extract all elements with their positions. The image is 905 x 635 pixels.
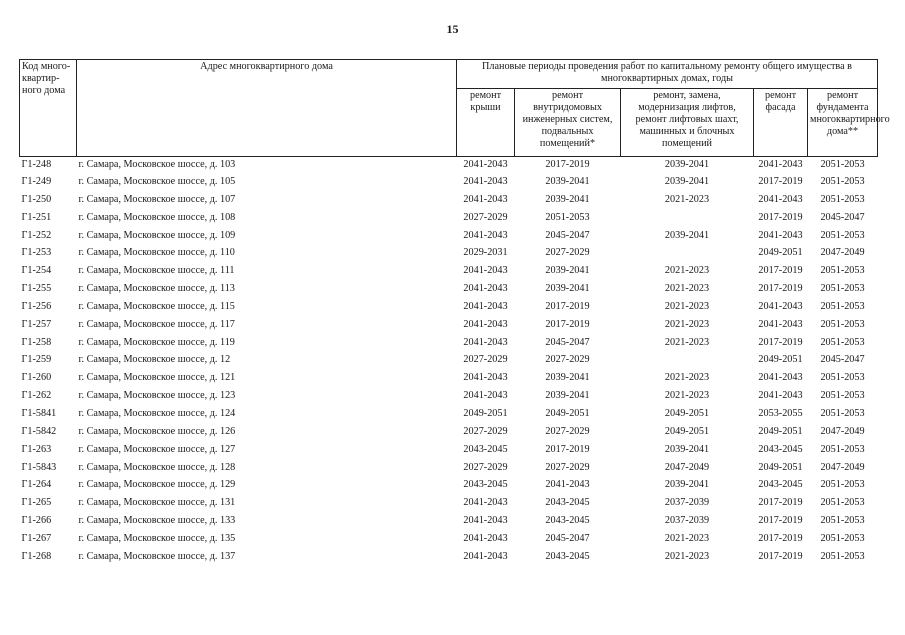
table-row <box>20 441 878 459</box>
cell-code: Г1-262 <box>21 390 52 402</box>
cell-elevators: 2021-2023 <box>664 532 710 544</box>
cell-engineering: 2017-2019 <box>545 159 590 170</box>
cell-roof: 2027-2029 <box>463 211 508 223</box>
cell-facade: 2017-2019 <box>758 336 803 348</box>
cell-roof: 2041-2043 <box>463 300 508 312</box>
cell-facade: 2043-2045 <box>758 479 803 491</box>
cell-foundation: 2047-2049 <box>820 461 865 473</box>
cell-roof: 2029-2031 <box>463 247 508 259</box>
cell-engineering: 2039-2041 <box>545 193 590 205</box>
cell-engineering: 2045-2047 <box>545 336 590 348</box>
cell-elevators: 2021-2023 <box>664 318 710 330</box>
cell-facade: 2041-2043 <box>758 318 803 330</box>
cell-address: г. Самара, Московское шоссе, д. 105 <box>78 176 236 187</box>
cell-code: Г1-255 <box>21 283 52 295</box>
cell-facade: 2017-2019 <box>758 211 803 223</box>
cell-roof: 2049-2051 <box>463 407 508 419</box>
table-row <box>20 369 878 387</box>
cell-roof: 2041-2043 <box>463 318 508 330</box>
table-row <box>20 459 878 477</box>
cell-address: г. Самара, Московское шоссе, д. 115 <box>78 300 235 312</box>
cell-code: Г1-258 <box>21 336 52 348</box>
cell-address: г. Самара, Московское шоссе, д. 137 <box>78 550 236 562</box>
cell-foundation: 2051-2053 <box>820 497 865 509</box>
cell-engineering: 2017-2019 <box>545 318 590 330</box>
cell-foundation: 2051-2053 <box>820 550 865 562</box>
cell-foundation: 2051-2053 <box>820 176 865 187</box>
cell-code: Г1-5842 <box>21 425 57 437</box>
cell-roof: 2027-2029 <box>463 354 508 366</box>
cell-code: Г1-248 <box>21 159 52 170</box>
cell-code: Г1-265 <box>21 497 52 509</box>
table-row <box>20 512 878 530</box>
cell-foundation: 2051-2053 <box>820 318 865 330</box>
table-row <box>20 405 878 423</box>
cell-facade: 2017-2019 <box>758 497 803 509</box>
cell-elevators: 2021-2023 <box>664 300 710 312</box>
table-row <box>20 298 878 316</box>
cell-roof: 2041-2043 <box>463 497 508 509</box>
cell-facade: 2049-2051 <box>758 354 803 366</box>
cell-facade: 2017-2019 <box>758 283 803 295</box>
cell-facade: 2041-2043 <box>758 229 803 241</box>
table-row <box>20 209 878 227</box>
cell-elevators: 2021-2023 <box>664 550 710 562</box>
cell-foundation: 2051-2053 <box>820 193 865 205</box>
cell-roof: 2041-2043 <box>463 283 508 295</box>
cell-roof: 2041-2043 <box>463 532 508 544</box>
cell-elevators: 2039-2041 <box>664 479 710 491</box>
cell-elevators: 2039-2041 <box>664 176 710 187</box>
cell-address: г. Самара, Московское шоссе, д. 117 <box>78 318 235 330</box>
cell-foundation: 2047-2049 <box>820 247 865 259</box>
cell-facade: 2017-2019 <box>758 532 803 544</box>
header-engineering: ремонт внутридомовых инженерных систем, подвальных помещений* <box>515 89 621 157</box>
cell-roof: 2041-2043 <box>463 176 508 187</box>
page-number: 15 <box>446 22 459 36</box>
cell-foundation: 2051-2053 <box>820 372 865 384</box>
cell-foundation: 2051-2053 <box>820 407 865 419</box>
cell-elevators: 2021-2023 <box>664 193 710 205</box>
cell-code: Г1-5843 <box>21 461 57 473</box>
cell-engineering: 2027-2029 <box>545 461 590 473</box>
cell-elevators <box>621 351 754 369</box>
cell-roof: 2027-2029 <box>463 425 508 437</box>
cell-facade: 2041-2043 <box>758 372 803 384</box>
table-row <box>20 244 878 262</box>
cell-engineering: 2045-2047 <box>545 532 590 544</box>
cell-roof: 2041-2043 <box>463 550 508 562</box>
cell-facade: 2041-2043 <box>758 300 803 312</box>
cell-address: г. Самара, Московское шоссе, д. 135 <box>78 532 236 544</box>
cell-facade: 2043-2045 <box>758 443 803 455</box>
cell-foundation: 2051-2053 <box>820 229 865 241</box>
cell-facade: 2049-2051 <box>758 247 803 259</box>
cell-elevators: 2021-2023 <box>664 372 710 384</box>
cell-engineering: 2043-2045 <box>545 550 590 562</box>
cell-roof: 2043-2045 <box>463 443 508 455</box>
cell-engineering: 2027-2029 <box>545 425 590 437</box>
cell-address: г. Самара, Московское шоссе, д. 126 <box>78 425 236 437</box>
table-header <box>20 60 890 157</box>
cell-engineering: 2017-2019 <box>545 443 590 455</box>
cell-foundation: 2045-2047 <box>820 354 865 366</box>
table-row <box>20 494 878 512</box>
cell-engineering: 2039-2041 <box>545 176 590 187</box>
cell-roof: 2041-2043 <box>463 390 508 402</box>
cell-address: г. Самара, Московское шоссе, д. 109 <box>78 229 236 241</box>
table-row <box>20 227 878 245</box>
cell-engineering: 2043-2045 <box>545 515 590 527</box>
cell-code: Г1-259 <box>21 354 52 366</box>
cell-foundation: 2051-2053 <box>820 443 865 455</box>
cell-roof: 2041-2043 <box>463 193 508 205</box>
cell-roof: 2041-2043 <box>463 372 508 384</box>
cell-address: г. Самара, Московское шоссе, д. 128 <box>78 461 236 473</box>
cell-facade: 2017-2019 <box>758 515 803 527</box>
cell-engineering: 2041-2043 <box>545 479 590 491</box>
cell-foundation: 2051-2053 <box>820 515 865 527</box>
cell-engineering: 2043-2045 <box>545 497 590 509</box>
table-row <box>20 476 878 494</box>
cell-address: г. Самара, Московское шоссе, д. 108 <box>78 211 236 223</box>
cell-elevators: 2047-2049 <box>664 461 710 473</box>
table-row <box>20 387 878 405</box>
cell-address: г. Самара, Московское шоссе, д. 133 <box>78 515 236 527</box>
cell-roof: 2041-2043 <box>463 229 508 241</box>
cell-code: Г1-251 <box>21 211 52 223</box>
cell-elevators <box>621 244 754 262</box>
cell-foundation: 2051-2053 <box>820 265 865 277</box>
cell-engineering: 2039-2041 <box>545 390 590 402</box>
cell-engineering: 2039-2041 <box>545 283 590 295</box>
table-row <box>20 530 878 548</box>
header-periods: Плановые периоды проведения работ по капитальному ремонту общего имущества в многоквартирных домах, годы <box>457 60 878 89</box>
cell-code: Г1-253 <box>21 247 52 259</box>
cell-roof: 2041-2043 <box>463 515 508 527</box>
cell-facade: 2053-2055 <box>758 407 803 419</box>
cell-code: Г1-260 <box>21 372 52 384</box>
cell-address: г. Самара, Московское шоссе, д. 111 <box>78 265 235 277</box>
table-row <box>20 173 878 191</box>
cell-engineering: 2027-2029 <box>545 354 590 366</box>
cell-code: Г1-266 <box>21 515 52 527</box>
cell-engineering: 2051-2053 <box>545 211 590 223</box>
cell-foundation: 2045-2047 <box>820 211 865 223</box>
header-facade: ремонт фасада <box>754 89 808 157</box>
cell-foundation: 2051-2053 <box>820 300 865 312</box>
header-code: Код много-квартир-ного дома <box>20 60 77 157</box>
cell-code: Г1-263 <box>21 443 52 455</box>
cell-elevators: 2021-2023 <box>664 265 710 277</box>
table-row <box>20 191 878 209</box>
cell-engineering: 2039-2041 <box>545 265 590 277</box>
cell-roof: 2027-2029 <box>463 461 508 473</box>
cell-elevators: 2049-2051 <box>664 425 710 437</box>
table-row <box>20 423 878 441</box>
table-row <box>20 280 878 298</box>
cell-roof: 2041-2043 <box>463 265 508 277</box>
table-row <box>20 548 878 566</box>
cell-code: Г1-264 <box>21 479 52 491</box>
cell-address: г. Самара, Московское шоссе, д. 110 <box>78 247 235 259</box>
table-row <box>20 316 878 334</box>
cell-facade: 2041-2043 <box>758 159 803 170</box>
cell-address: г. Самара, Московское шоссе, д. 103 <box>78 159 236 170</box>
cell-address: г. Самара, Московское шоссе, д. 107 <box>78 193 236 205</box>
cell-code: Г1-267 <box>21 532 52 544</box>
cell-facade: 2041-2043 <box>758 390 803 402</box>
cell-engineering: 2049-2051 <box>545 407 590 419</box>
header-roof: ремонт крыши <box>457 89 515 157</box>
cell-facade: 2049-2051 <box>758 425 803 437</box>
cell-foundation: 2051-2053 <box>820 336 865 348</box>
cell-roof: 2041-2043 <box>463 159 508 170</box>
cell-foundation: 2047-2049 <box>820 425 865 437</box>
cell-elevators <box>621 209 754 227</box>
cell-roof: 2043-2045 <box>463 479 508 491</box>
cell-engineering: 2045-2047 <box>545 229 590 241</box>
cell-address: г. Самара, Московское шоссе, д. 131 <box>78 497 236 509</box>
repair-schedule-table <box>19 59 890 566</box>
header-elevators: ремонт, замена, модернизация лифтов, ремонт лифтовых шахт, машинных и блочных помещений <box>621 89 754 157</box>
header-address: Адрес многоквартирного дома <box>77 60 457 157</box>
cell-code: Г1-252 <box>21 229 52 241</box>
cell-address: г. Самара, Московское шоссе, д. 127 <box>78 443 236 455</box>
cell-address: г. Самара, Московское шоссе, д. 113 <box>78 283 235 295</box>
cell-address: г. Самара, Московское шоссе, д. 121 <box>78 372 236 384</box>
cell-roof: 2041-2043 <box>463 336 508 348</box>
cell-foundation: 2051-2053 <box>820 532 865 544</box>
cell-address: г. Самара, Московское шоссе, д. 12 <box>78 354 231 366</box>
cell-code: Г1-254 <box>21 265 52 277</box>
cell-elevators: 2037-2039 <box>664 497 710 509</box>
cell-code: Г1-249 <box>21 176 52 187</box>
cell-elevators: 2037-2039 <box>664 515 710 527</box>
cell-address: г. Самара, Московское шоссе, д. 119 <box>78 336 235 348</box>
cell-address: г. Самара, Московское шоссе, д. 129 <box>78 479 236 491</box>
cell-foundation: 2051-2053 <box>820 390 865 402</box>
cell-address: г. Самара, Московское шоссе, д. 123 <box>78 390 236 402</box>
header-foundation: ремонт фундамента многоквартирного дома** <box>808 89 878 157</box>
cell-code: Г1-257 <box>21 318 52 330</box>
cell-foundation: 2051-2053 <box>820 479 865 491</box>
cell-code: Г1-268 <box>21 550 52 562</box>
cell-elevators: 2021-2023 <box>664 390 710 402</box>
cell-elevators: 2021-2023 <box>664 283 710 295</box>
cell-facade: 2017-2019 <box>758 550 803 562</box>
cell-foundation: 2051-2053 <box>820 283 865 295</box>
cell-elevators: 2039-2041 <box>664 159 710 170</box>
cell-engineering: 2039-2041 <box>545 372 590 384</box>
table-row <box>20 351 878 369</box>
cell-elevators: 2039-2041 <box>664 229 710 241</box>
cell-engineering: 2027-2029 <box>545 247 590 259</box>
cell-foundation: 2051-2053 <box>820 159 865 170</box>
table-row <box>20 262 878 280</box>
cell-facade: 2041-2043 <box>758 193 803 205</box>
cell-code: Г1-256 <box>21 300 52 312</box>
cell-facade: 2017-2019 <box>758 176 803 187</box>
cell-elevators: 2049-2051 <box>664 407 710 419</box>
cell-code: Г1-5841 <box>21 407 57 419</box>
cell-elevators: 2021-2023 <box>664 336 710 348</box>
table-row <box>20 334 878 352</box>
table-row <box>20 157 878 174</box>
table-body <box>20 157 878 566</box>
cell-code: Г1-250 <box>21 193 52 205</box>
cell-elevators: 2039-2041 <box>664 443 710 455</box>
cell-facade: 2049-2051 <box>758 461 803 473</box>
cell-facade: 2017-2019 <box>758 265 803 277</box>
cell-engineering: 2017-2019 <box>545 300 590 312</box>
cell-address: г. Самара, Московское шоссе, д. 124 <box>78 407 236 419</box>
